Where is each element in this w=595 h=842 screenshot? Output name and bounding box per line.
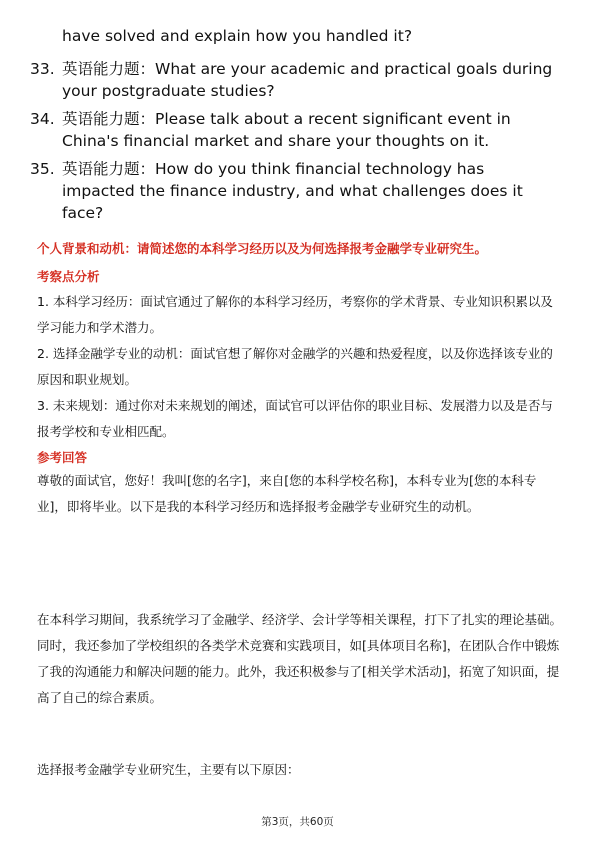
analysis-point-1: 1. 本科学习经历：面试官通过了解你的本科学习经历，考察你的学术背景、专业知识积累以及学习能力和学术潜力。 [37,294,553,335]
analysis-heading: 考察点分析 [37,269,100,284]
question-list [30,58,570,230]
analysis-point-2: 2. 选择金融学专业的动机：面试官想了解你对金融学的兴趣和热爱程度，以及你选择该专业的原因和职业规划。 [37,346,553,387]
question-number: 34. [30,110,55,128]
page-footer: 第3页，共60页 [261,816,334,828]
answer-paragraph-3: 选择报考金融学专业研究生，主要有以下原因： [37,762,300,777]
question-item-34 [30,108,570,152]
answer-paragraph-1: 尊敬的面试官，您好！我叫[您的名字]，来自[您的本科学校名称]，本科专业为[您的本科专业]，即将毕业。以下是我的本科学习经历和选择报考金融学专业研究生的动机。 [37,473,537,514]
section-title: 个人背景和动机：请简述您的本科学习经历以及为何选择报考金融学专业研究生。 [37,241,488,256]
analysis-point-3: 3. 未来规划：通过你对未来规划的阐述，面试官可以评估你的职业目标、发展潜力以及是否与报考学校和专业相匹配。 [37,398,553,439]
question-32-continuation: have solved and explain how you handled it? [62,27,413,45]
question-number: 35. [30,160,55,178]
question-text: 英语能力题：How do you think financial technology has impacted the finance industry, and what challenges does it face? [62,160,523,222]
answer-paragraph-2: 在本科学习期间，我系统学习了金融学、经济学、会计学等相关课程，打下了扎实的理论基础。同时，我还参加了学校组织的各类学术竞赛和实践项目，如[具体项目名称]，在团队合作中锻炼了我的沟通能力和解决问题的能力。此外，我还积极参与了[相关学术活动]，拓宽了知识面，提高了自己的综合素质。 [37,612,563,705]
question-number: 33. [30,60,55,78]
question-item-35 [30,158,570,224]
question-text: 英语能力题：What are your academic and practical goals during your postgraduate studies? [62,60,553,100]
question-text: 英语能力题：Please talk about a recent significant event in China's financial market and share your thoughts on it. [62,110,511,150]
answer-heading: 参考回答 [37,450,88,465]
question-item-33 [30,58,570,102]
